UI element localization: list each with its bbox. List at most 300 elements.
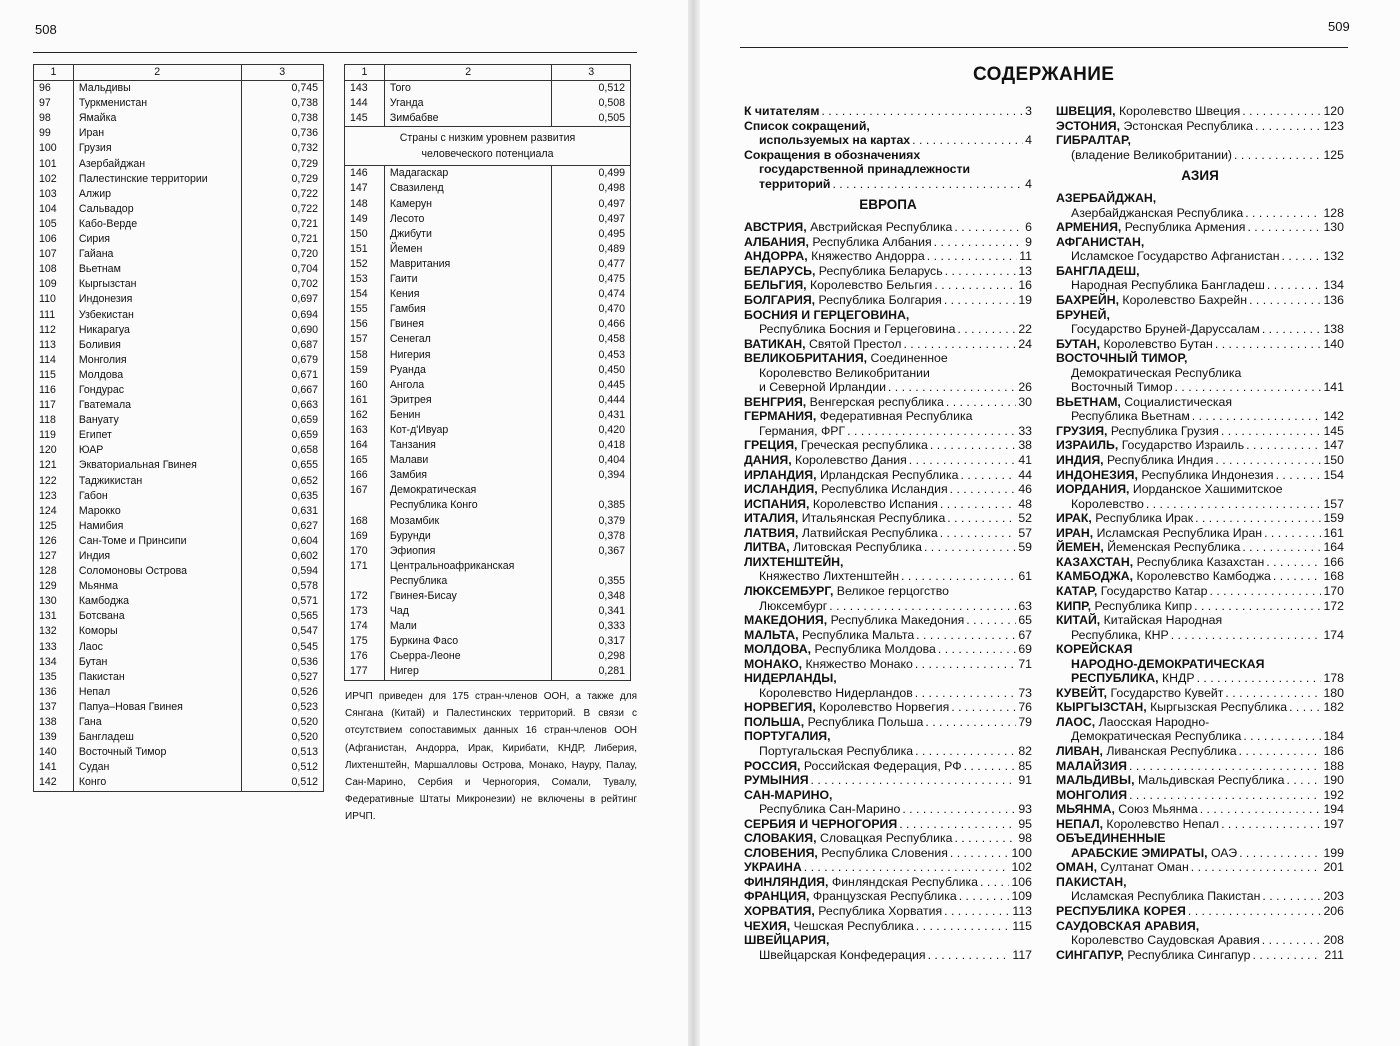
rank-cell: 155 xyxy=(345,302,385,317)
table-row xyxy=(345,181,631,196)
table-row xyxy=(34,141,324,156)
table-row xyxy=(345,649,631,664)
toc-entry-official-name: Княжество Монако xyxy=(805,656,913,671)
index-cell: 0,720 xyxy=(241,247,323,262)
toc-entry xyxy=(744,599,1032,614)
rank-cell: 99 xyxy=(34,126,74,141)
toc-entry xyxy=(1056,642,1344,657)
toc-entry xyxy=(1056,249,1344,264)
rank-cell: 110 xyxy=(34,292,74,307)
rank-cell: 134 xyxy=(34,655,74,670)
country-cell: Гамбия xyxy=(384,302,552,317)
toc-dot-leader xyxy=(938,642,1016,657)
toc-dot-leader xyxy=(1249,293,1321,308)
rank-cell: 172 xyxy=(345,589,385,604)
rank-cell: 125 xyxy=(34,519,74,534)
toc-entry-country: ИРАК, xyxy=(1056,511,1092,526)
toc-entry xyxy=(744,860,1032,875)
toc-entry-country: ДАНИЯ, xyxy=(744,453,792,468)
index-cell: 0,671 xyxy=(241,368,323,383)
toc-dot-leader xyxy=(1252,948,1322,963)
toc-entry xyxy=(744,715,1032,730)
table-row xyxy=(34,564,324,579)
table-row xyxy=(34,428,324,443)
toc-page-number: 194 xyxy=(1323,802,1344,817)
toc-dot-leader xyxy=(1221,817,1321,832)
toc-entry-country: КУВЕЙТ, xyxy=(1056,685,1108,700)
toc-dot-leader xyxy=(1225,686,1321,701)
toc-entry xyxy=(744,220,1032,235)
country-cell: Сан-Томе и Принсипи xyxy=(73,534,241,549)
toc-page-number: 3 xyxy=(1025,104,1032,118)
toc-entry-country: РЕСПУБЛИКА КОРЕЯ xyxy=(1056,903,1186,918)
table-row xyxy=(34,217,324,232)
toc-dot-leader xyxy=(1273,569,1322,584)
toc-entry-country: МОЛДОВА, xyxy=(744,642,812,657)
toc-entry-country: НАРОДНО-ДЕМОКРАТИЧЕСКАЯ xyxy=(1071,656,1265,671)
toc-entry xyxy=(744,337,1032,352)
toc-entry-official-name: Исламское Государство Афганистан xyxy=(1071,249,1280,264)
toc-entry-official-name: Йеменская Республика xyxy=(1107,540,1241,555)
toc-page-number: 180 xyxy=(1323,685,1344,700)
toc-entry-official-name: Королевство Швеция xyxy=(1118,104,1241,118)
toc-entry-official-name: Королевство Бутан xyxy=(1103,336,1213,351)
toc-entry-country: МОНАКО, xyxy=(744,656,803,671)
toc-dot-leader xyxy=(950,846,1010,861)
toc-entry-official-name: Княжество Лихтенштейн xyxy=(759,569,900,584)
toc-entry xyxy=(744,308,1032,323)
rank-cell: 129 xyxy=(34,579,74,594)
rank-cell: 127 xyxy=(34,549,74,564)
toc-entry-official-name: Ирландская Республика xyxy=(819,467,959,482)
index-cell: 0,732 xyxy=(241,141,323,156)
toc-entry xyxy=(1056,351,1344,366)
toc-entry-official-name: Республика Молдова xyxy=(814,642,936,657)
toc-page-number: 11 xyxy=(1019,249,1032,264)
table-row xyxy=(34,730,324,745)
toc-entry-official-name: Республика Сан-Марино xyxy=(759,802,901,817)
rank-cell: 156 xyxy=(345,317,385,332)
toc-entry-country: РОССИЯ, xyxy=(744,758,801,773)
toc-entry-country: МОНГОЛИЯ xyxy=(1056,787,1128,802)
toc-entry-official-name: Государство Кувейт xyxy=(1110,685,1224,700)
toc-page-number: 61 xyxy=(1018,569,1032,584)
toc-dot-leader xyxy=(1243,729,1321,744)
rank-cell: 109 xyxy=(34,277,74,292)
toc-entry-country: ВЬЕТНАМ, xyxy=(1056,394,1121,409)
toc-entry-country: БЕЛЬГИЯ, xyxy=(744,278,807,293)
table-row xyxy=(34,609,324,624)
toc-entry-country: ИЗРАИЛЬ, xyxy=(1056,438,1119,453)
toc-entry xyxy=(744,788,1032,803)
toc-page-number: 154 xyxy=(1323,467,1344,482)
rank-cell: 120 xyxy=(34,443,74,458)
toc-page-number: 93 xyxy=(1018,802,1032,817)
index-cell: 0,520 xyxy=(241,730,323,745)
rank-cell: 107 xyxy=(34,247,74,262)
toc-entry xyxy=(744,366,1032,381)
footnote: ИРЧП приведен для 175 стран-членов ООН, а также для Сянгана (Китай) и Палестинских территорий. В связи с отсутствием сопоставимых данных 16 стран-членов ООН (Афганистан, Андорра, Ирак, Кирибати, КНДР, Либерия, Лихтенштейн, Маршалловы Острова, Монако, Науру, Палау, Сан-Марино, Сербия и Черногория, Сомали, Тувалу, Федеративные Штаты Микронезии) не включены в рейтинг ИРЧП. xyxy=(345,691,637,823)
index-cell: 0,333 xyxy=(552,619,631,634)
toc-dot-leader xyxy=(1175,380,1322,395)
rank-cell: 171 xyxy=(345,559,385,574)
toc-dot-leader xyxy=(945,264,1017,279)
table-row xyxy=(34,534,324,549)
toc-page-number: 82 xyxy=(1018,743,1032,758)
rank-cell: 146 xyxy=(345,166,385,182)
toc-entry-country: НЕПАЛ, xyxy=(1056,816,1103,831)
rank-cell: 138 xyxy=(34,715,74,730)
toc-dot-leader xyxy=(934,278,1016,293)
country-cell: Никарагуа xyxy=(73,323,241,338)
toc-entry-country: ФРАНЦИЯ, xyxy=(744,889,810,904)
rank-cell: 154 xyxy=(345,287,385,302)
toc-entry xyxy=(744,540,1032,555)
index-cell: 0,512 xyxy=(241,775,323,791)
toc-entry xyxy=(1056,569,1344,584)
rank-cell: 111 xyxy=(34,308,74,323)
toc-entry-country: САУДОВСКАЯ АРАВИЯ, xyxy=(1056,918,1200,933)
table-row xyxy=(345,287,631,302)
toc-entry-country: КИПР, xyxy=(1056,598,1092,613)
toc-dot-leader xyxy=(1262,889,1321,904)
country-cell: Гана xyxy=(73,715,241,730)
index-cell: 0,687 xyxy=(241,338,323,353)
index-cell: 0,477 xyxy=(552,257,631,272)
toc-entry-country: РУМЫНИЯ xyxy=(744,773,809,788)
toc-entry-country: МАКЕДОНИЯ, xyxy=(744,613,828,628)
toc-dot-leader xyxy=(1247,220,1321,235)
toc-page-number: 138 xyxy=(1323,322,1344,337)
index-cell: 0,602 xyxy=(241,549,323,564)
country-cell: Республика Конго xyxy=(384,498,552,513)
toc-page-number: 166 xyxy=(1323,554,1344,569)
toc-entry xyxy=(744,744,1032,759)
toc-dot-leader xyxy=(915,744,1016,759)
country-cell: Таджикистан xyxy=(73,474,241,489)
toc-entry-official-name: Республика Индонезия xyxy=(1141,467,1274,482)
toc-page-number: 76 xyxy=(1018,700,1032,715)
country-cell: Пакистан xyxy=(73,670,241,685)
toc-entry-official-name: Княжество Андорра xyxy=(811,249,925,264)
toc-entry-country: ВЕЛИКОБРИТАНИЯ, xyxy=(744,351,868,366)
country-cell: Вьетнам xyxy=(73,262,241,277)
rank-cell: 145 xyxy=(345,111,385,127)
index-cell: 0,635 xyxy=(241,489,323,504)
toc-dot-leader xyxy=(804,860,1010,875)
toc-entry xyxy=(744,177,1032,192)
toc-dot-leader xyxy=(1264,526,1321,541)
table-row xyxy=(345,363,631,378)
table-row xyxy=(34,443,324,458)
toc-entry xyxy=(1056,511,1344,526)
toc-entry-country: КАМБОДЖА, xyxy=(1056,569,1134,584)
toc-entry-official-name: Исламская Республика Пакистан xyxy=(1071,889,1261,904)
table-row xyxy=(345,589,631,604)
toc-entry-country: БРУНЕЙ, xyxy=(1056,307,1110,322)
rank-cell: 169 xyxy=(345,529,385,544)
toc-entry-country: УКРАИНА xyxy=(744,860,802,875)
country-cell: Чад xyxy=(384,604,552,619)
rank-cell: 139 xyxy=(34,730,74,745)
toc-entry xyxy=(744,613,1032,628)
rank-cell: 147 xyxy=(345,181,385,196)
toc-dot-leader xyxy=(1239,744,1322,759)
toc-dot-leader xyxy=(1194,599,1321,614)
rank-cell xyxy=(345,498,385,513)
toc-dot-leader xyxy=(899,817,1016,832)
table-row xyxy=(34,111,324,126)
index-cell: 0,658 xyxy=(241,443,323,458)
toc-dot-leader xyxy=(1191,860,1322,875)
toc-entry-official-name: Королевство Нидерландов xyxy=(759,685,913,700)
toc-entry xyxy=(744,453,1032,468)
country-cell: Демократическая xyxy=(384,483,552,498)
index-cell: 0,652 xyxy=(241,474,323,489)
toc-page-number: 26 xyxy=(1018,380,1032,395)
rank-cell: 124 xyxy=(34,504,74,519)
toc-entry-country: ПАКИСТАН, xyxy=(1056,874,1127,889)
section-title-line-2: человеческого потенциала xyxy=(421,148,554,161)
toc-entry-official-name: Республика Албания xyxy=(812,234,932,249)
toc-page-number: 46 xyxy=(1018,482,1032,497)
table-row xyxy=(345,378,631,393)
toc-entry-official-name: Ливанская Республика xyxy=(1106,743,1237,758)
toc-dot-leader xyxy=(944,904,1010,919)
toc-dot-leader xyxy=(980,875,1009,890)
index-cell: 0,497 xyxy=(552,197,631,212)
toc-entry-country: МАЛЬТА, xyxy=(744,627,799,642)
toc-entry-country: ШВЕЦИЯ, xyxy=(1056,104,1116,118)
country-cell: Индия xyxy=(73,549,241,564)
country-cell: Намибия xyxy=(73,519,241,534)
toc-entry xyxy=(744,482,1032,497)
toc-entry-official-name: (владение Великобритании) xyxy=(1071,147,1233,162)
table-row xyxy=(345,559,631,574)
toc-dot-leader xyxy=(961,468,1017,483)
index-cell: 0,505 xyxy=(552,111,631,127)
toc-dot-leader xyxy=(950,482,1017,497)
toc-entry xyxy=(744,817,1032,832)
table-row xyxy=(345,453,631,468)
table-row xyxy=(34,157,324,172)
toc-entry-official-name: Королевство Испания xyxy=(812,496,938,511)
toc-entry xyxy=(744,395,1032,410)
toc-entry-official-name: Султанат Оман xyxy=(1100,860,1189,875)
toc-dot-leader xyxy=(829,599,1016,614)
toc-entry xyxy=(1056,482,1344,497)
toc-entry-country: АФГАНИСТАН, xyxy=(1056,234,1145,249)
table-row xyxy=(34,670,324,685)
rank-cell: 157 xyxy=(345,332,385,347)
table-row xyxy=(34,232,324,247)
toc-dot-leader xyxy=(1221,424,1322,439)
table-row xyxy=(345,111,631,127)
toc-page-number: 164 xyxy=(1323,540,1344,555)
toc-entry-official-name: Союз Мьянма xyxy=(1118,802,1198,817)
toc-dot-leader xyxy=(959,889,1010,904)
index-cell: 0,450 xyxy=(552,363,631,378)
toc-entry-country: территорий xyxy=(759,176,831,191)
toc-entry xyxy=(744,759,1032,774)
toc-page-number: 178 xyxy=(1323,671,1344,686)
toc-page-number: 170 xyxy=(1323,583,1344,598)
country-cell: Сьерра-Леоне xyxy=(384,649,552,664)
toc-dot-leader xyxy=(1245,206,1321,221)
country-cell: Алжир xyxy=(73,187,241,202)
rank-cell: 160 xyxy=(345,378,385,393)
toc-entry-country: СЛОВЕНИЯ, xyxy=(744,845,818,860)
index-cell: 0,704 xyxy=(241,262,323,277)
rank-cell: 140 xyxy=(34,745,74,760)
rank-cell: 119 xyxy=(34,428,74,443)
toc-page-number: 172 xyxy=(1323,598,1344,613)
rank-cell: 142 xyxy=(34,775,74,791)
toc-page-number: 117 xyxy=(1012,947,1032,962)
country-cell: Кабо-Верде xyxy=(73,217,241,232)
toc-entry xyxy=(744,119,1032,134)
toc-dot-leader xyxy=(934,235,1024,250)
rank-cell: 135 xyxy=(34,670,74,685)
table-row xyxy=(34,504,324,519)
rank-cell: 151 xyxy=(345,242,385,257)
toc-dot-leader xyxy=(821,104,1023,119)
toc-page-number: 30 xyxy=(1018,394,1032,409)
toc-page-number: 206 xyxy=(1323,903,1344,918)
table-row xyxy=(34,202,324,217)
country-cell: Джибути xyxy=(384,227,552,242)
index-cell: 0,627 xyxy=(241,519,323,534)
toc-entry xyxy=(744,468,1032,483)
toc-dot-leader xyxy=(903,337,1016,352)
toc-entry-official-name: Кыргызская Республика xyxy=(1150,700,1288,715)
toc-dot-leader xyxy=(1210,584,1322,599)
toc-entry-official-name: Иорданское Хашимитское xyxy=(1132,482,1283,497)
toc-entry-country: БОЛГАРИЯ, xyxy=(744,293,816,308)
country-cell: Гвинея xyxy=(384,317,552,332)
country-cell: Республика xyxy=(384,574,552,589)
toc-entry-country: государственной принадлежности xyxy=(759,162,971,177)
table-row xyxy=(345,604,631,619)
index-cell: 0,520 xyxy=(241,715,323,730)
country-cell: Сирия xyxy=(73,232,241,247)
rank-cell: 96 xyxy=(34,81,74,97)
toc-entry xyxy=(744,555,1032,570)
toc-entry xyxy=(1056,497,1344,512)
toc-dot-leader xyxy=(1276,468,1322,483)
toc-dot-leader xyxy=(916,628,1016,643)
toc-entry-official-name: Португальская Республика xyxy=(759,743,914,758)
toc-entry-country: ИРЛАНДИЯ, xyxy=(744,467,817,482)
toc-dot-leader xyxy=(1195,511,1321,526)
rank-cell: 164 xyxy=(345,438,385,453)
toc-page-number: 6 xyxy=(1025,220,1032,235)
country-cell: Габон xyxy=(73,489,241,504)
index-cell xyxy=(552,559,631,574)
table-row xyxy=(34,368,324,383)
section-title-line-1: Страны с низким уровнем развития xyxy=(399,132,576,145)
toc-page-number: 192 xyxy=(1323,787,1344,802)
toc-entry xyxy=(744,497,1032,512)
table-row xyxy=(34,398,324,413)
rank-cell: 177 xyxy=(345,664,385,680)
toc-dot-leader xyxy=(902,802,1016,817)
index-cell: 0,466 xyxy=(552,317,631,332)
toc-entry-country: АРАБСКИЕ ЭМИРАТЫ, xyxy=(1071,845,1208,860)
toc-entry-country: ПОЛЬША, xyxy=(744,714,805,729)
index-cell: 0,498 xyxy=(552,181,631,196)
toc-page-number: 41 xyxy=(1018,453,1032,468)
rank-cell: 106 xyxy=(34,232,74,247)
country-cell: Египет xyxy=(73,428,241,443)
table-row xyxy=(345,348,631,363)
rank-cell: 115 xyxy=(34,368,74,383)
country-cell: Судан xyxy=(73,760,241,775)
country-cell: Лаос xyxy=(73,640,241,655)
index-cell: 0,694 xyxy=(241,308,323,323)
toc-entry-country: ОБЪЕДИНЕННЫЕ xyxy=(1056,831,1166,846)
index-cell: 0,721 xyxy=(241,217,323,232)
country-cell: Мавритания xyxy=(384,257,552,272)
table-row xyxy=(345,514,631,529)
table-row xyxy=(34,715,324,730)
toc-entry xyxy=(744,919,1032,934)
table-row xyxy=(345,529,631,544)
col-header-rank: 1 xyxy=(34,65,74,81)
toc-page-number: 65 xyxy=(1018,613,1032,628)
country-cell: Кот-д'Ивуар xyxy=(384,423,552,438)
index-cell: 0,547 xyxy=(241,624,323,639)
toc-entry-country: НОРВЕГИЯ, xyxy=(744,700,816,715)
toc-entry-country: СЕРБИЯ И ЧЕРНОГОРИЯ xyxy=(744,816,898,831)
toc-dot-leader xyxy=(909,453,1017,468)
toc-dot-leader xyxy=(1192,409,1322,424)
toc-entry xyxy=(744,948,1032,963)
toc-entry xyxy=(1056,220,1344,235)
toc-entry xyxy=(1056,788,1344,803)
table-row xyxy=(345,317,631,332)
table-row xyxy=(34,685,324,700)
table-row xyxy=(34,187,324,202)
toc-entry xyxy=(1056,264,1344,279)
rank-cell: 176 xyxy=(345,649,385,664)
toc-entry-official-name: Эстонская Республика xyxy=(1123,118,1253,133)
table-row xyxy=(345,257,631,272)
country-cell: Сенегал xyxy=(384,332,552,347)
toc-entry-country: МЬЯНМА, xyxy=(1056,802,1115,817)
toc-entry-official-name: Литовская Республика xyxy=(792,540,922,555)
toc-entry-official-name: Государство Катар xyxy=(1100,583,1208,598)
rank-cell: 116 xyxy=(34,383,74,398)
toc-page-number: 188 xyxy=(1323,758,1344,773)
index-cell: 0,453 xyxy=(552,348,631,363)
toc-page-number: 147 xyxy=(1323,438,1344,453)
table-row xyxy=(34,277,324,292)
country-cell: Восточный Тимор xyxy=(73,745,241,760)
toc-dot-leader xyxy=(954,220,1023,235)
toc-entry-official-name: Республика Армения xyxy=(1124,220,1246,235)
toc-entry xyxy=(1056,453,1344,468)
toc-dot-leader xyxy=(915,686,1017,701)
index-cell: 0,341 xyxy=(552,604,631,619)
toc-entry xyxy=(1056,409,1344,424)
toc-page-number: 22 xyxy=(1018,322,1032,337)
table-row xyxy=(34,81,324,97)
toc-dot-leader xyxy=(1234,148,1321,163)
contents-title: СОДЕРЖАНИЕ xyxy=(973,64,1115,85)
toc-entry-official-name: ОАЭ xyxy=(1211,845,1238,860)
index-cell: 0,385 xyxy=(552,498,631,513)
